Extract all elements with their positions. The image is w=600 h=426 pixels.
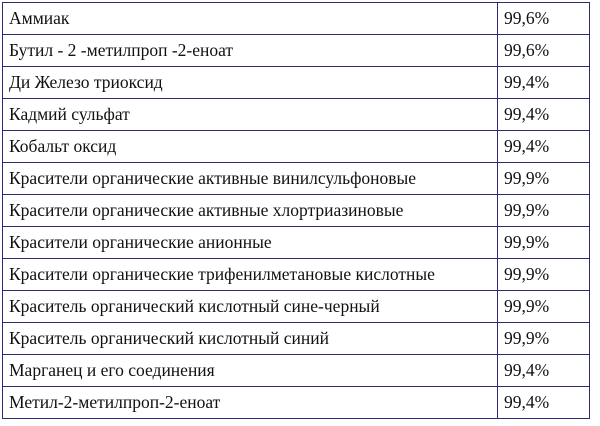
substances-table: [2, 2, 590, 419]
substance-name-cell: Кадмий сульфат: [3, 99, 498, 131]
substance-name-cell: Краситель органический кислотный сине-черный: [3, 291, 498, 323]
percentage-cell: 99,9%: [498, 163, 590, 195]
table-row: [3, 291, 590, 323]
percentage-cell: 99,9%: [498, 291, 590, 323]
table-row: [3, 35, 590, 67]
table-row: [3, 195, 590, 227]
table-row: [3, 355, 590, 387]
percentage-cell: 99,9%: [498, 323, 590, 355]
substance-name-cell: Красители органические активные хлортриазиновые: [3, 195, 498, 227]
substances-table-container: [2, 2, 589, 419]
table-row: [3, 3, 590, 35]
table-row: [3, 67, 590, 99]
table-row: [3, 163, 590, 195]
percentage-cell: 99,4%: [498, 355, 590, 387]
substance-name-cell: Аммиак: [3, 3, 498, 35]
substance-name-cell: Красители органические трифенилметановые кислотные: [3, 259, 498, 291]
percentage-cell: 99,4%: [498, 99, 590, 131]
substance-name-cell: Красители органические анионные: [3, 227, 498, 259]
table-row: [3, 99, 590, 131]
percentage-cell: 99,6%: [498, 3, 590, 35]
percentage-cell: 99,9%: [498, 227, 590, 259]
table-row: [3, 323, 590, 355]
substance-name-cell: Бутил - 2 -метилпроп -2-еноат: [3, 35, 498, 67]
percentage-cell: 99,4%: [498, 67, 590, 99]
table-row: [3, 387, 590, 419]
table-row: [3, 131, 590, 163]
substance-name-cell: Марганец и его соединения: [3, 355, 498, 387]
percentage-cell: 99,9%: [498, 195, 590, 227]
substance-name-cell: Кобальт оксид: [3, 131, 498, 163]
substance-name-cell: Метил-2-метилпроп-2-еноат: [3, 387, 498, 419]
table-row: [3, 259, 590, 291]
percentage-cell: 99,4%: [498, 387, 590, 419]
percentage-cell: 99,9%: [498, 259, 590, 291]
substance-name-cell: Ди Железо триоксид: [3, 67, 498, 99]
percentage-cell: 99,4%: [498, 131, 590, 163]
substance-name-cell: Красители органические активные винилсульфоновые: [3, 163, 498, 195]
substance-name-cell: Краситель органический кислотный синий: [3, 323, 498, 355]
percentage-cell: 99,6%: [498, 35, 590, 67]
table-row: [3, 227, 590, 259]
